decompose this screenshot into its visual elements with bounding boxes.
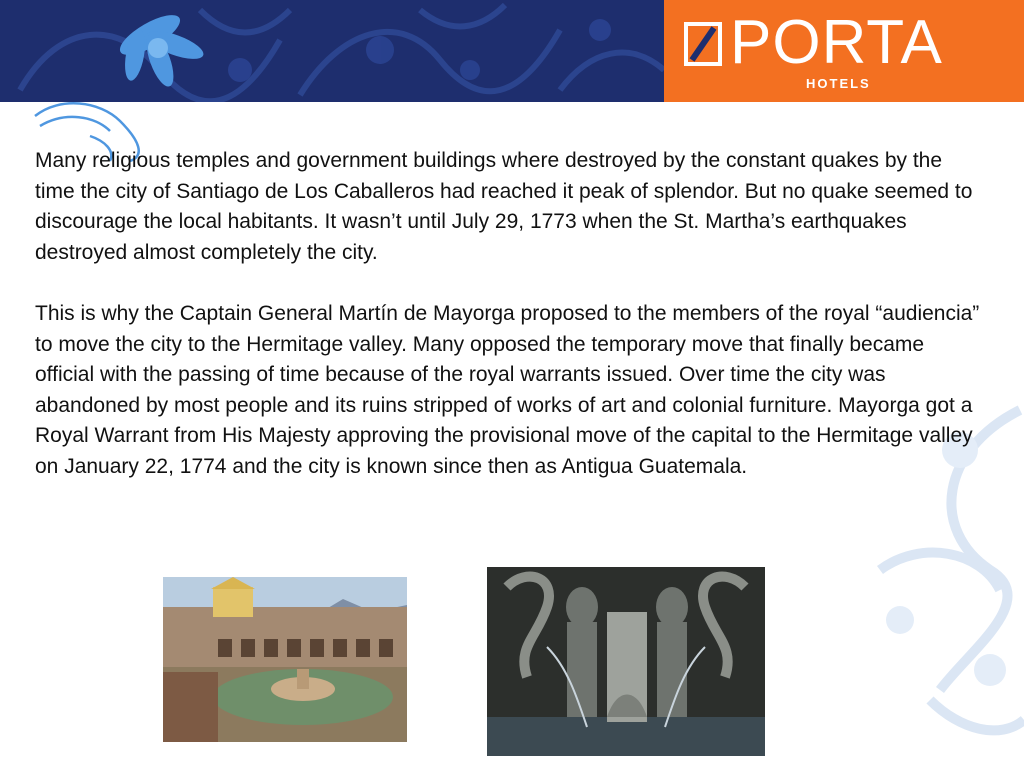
brand-subtitle: HOTELS — [806, 76, 871, 91]
paragraph-1: Many religious temples and government buildings where destroyed by the constant quakes by the time the city of Santiago de Los Caballeros had reached it peak of splendor. But no quake seemed to discourage the local habitants. It wasn’t until July 29, 1773 when the St. Martha’s earthquakes destroyed almost completely the city. — [35, 149, 973, 264]
header-banner — [0, 0, 664, 102]
porta-logo-mark-icon — [684, 20, 724, 68]
blue-flower-icon — [115, 8, 207, 90]
ruins-courtyard-photo — [163, 577, 407, 742]
paragraph-2: This is why the Captain General Martín de Mayorga proposed to the members of the royal “audiencia” to move the city to the Hermitage valley. Many opposed the temporary move that finally became official with the passing of time because of the royal warrants issued. Over time the city was abandoned by most people and its ruins stripped of works of art and colonial furniture. Mayorga got a Royal Warrant from His Majesty approving the provisional move of the capital to the Hermitage valley on January 22, 1774 and the city is known since then as Antigua Guatemala. — [35, 302, 980, 478]
brand-name: PORTA — [730, 8, 943, 77]
fountain-sculpture-photo — [487, 567, 765, 756]
floral-pattern — [0, 0, 664, 102]
body-text — [35, 146, 985, 513]
